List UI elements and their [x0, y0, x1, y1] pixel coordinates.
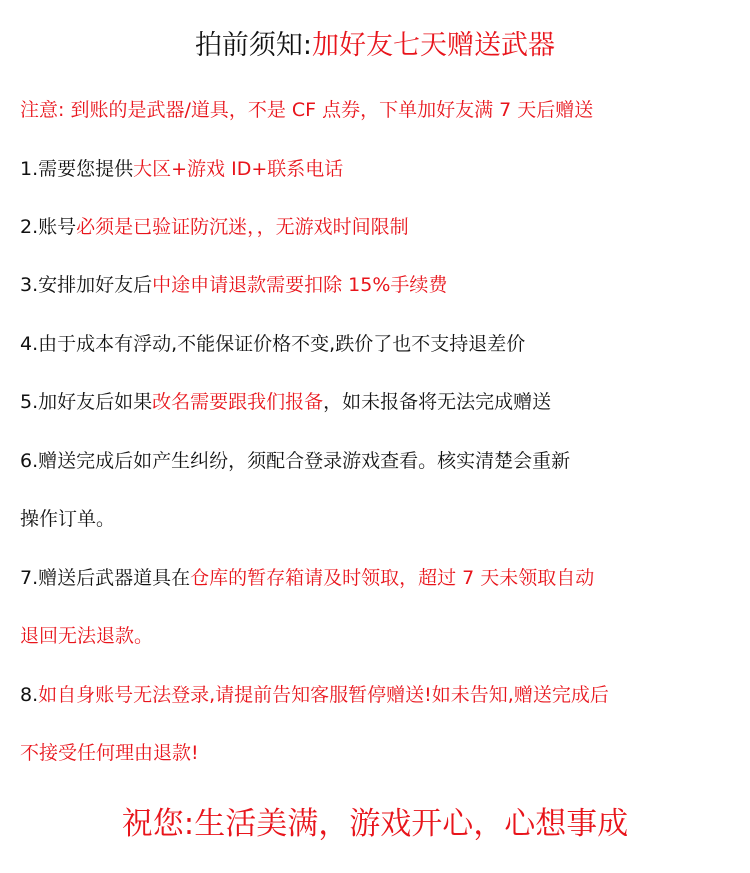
list-item-4 — [20, 330, 740, 358]
item-6-text-2: 操作订单。 — [20, 508, 116, 530]
item-2-text: 2.账号 — [20, 216, 77, 238]
item-1-highlight: 大区+游戏 ID+联系电话 — [133, 158, 344, 180]
list-item-1 — [20, 155, 740, 183]
list-item-3 — [20, 271, 740, 299]
item-7-text: 7.赠送后武器道具在 — [20, 567, 191, 589]
page-title — [0, 26, 750, 66]
item-3-highlight: 中途申请退款需要扣除 15%手续费 — [152, 274, 448, 296]
item-8-highlight: 如自身账号无法登录,请提前告知客服暂停赠送!如未告知,赠送完成后 — [38, 684, 609, 706]
note-text: 到账的是武器/道具，不是 CF 点券，下单加好友满 7 天后赠送 — [70, 99, 594, 121]
item-7-highlight-2: 退回无法退款。 — [20, 625, 154, 647]
list-item-8-continued — [20, 739, 740, 767]
list-item-8 — [20, 681, 740, 709]
item-4-text: 4.由于成本有浮动,不能保证价格不变,跌价了也不支持退差价 — [20, 333, 526, 355]
list-item-5 — [20, 388, 740, 416]
item-3-text: 3.安排加好友后 — [20, 274, 153, 296]
list-item-2 — [20, 213, 740, 241]
item-5-text: 5.加好友后如果 — [20, 391, 153, 413]
list-item-6 — [20, 447, 740, 475]
item-6-text: 6.赠送完成后如产生纠纷，须配合登录游戏查看。核实清楚会重新 — [20, 450, 571, 472]
item-8-text: 8. — [20, 684, 39, 706]
title-prefix: 拍前须知: — [194, 30, 313, 61]
footer-blessing: 祝您:生活美满，游戏开心，心想事成 — [121, 806, 629, 842]
item-7-highlight: 仓库的暂存箱请及时领取，超过 7 天未领取自动 — [190, 567, 595, 589]
list-item-7-continued — [20, 622, 740, 650]
note-label: 注意: — [20, 99, 71, 121]
item-1-text: 1.需要您提供 — [20, 158, 134, 180]
title-highlight: 加好友七天赠送武器 — [312, 30, 556, 61]
list-item-6-continued — [20, 505, 740, 533]
item-5-text-2: ，如未报备将无法完成赠送 — [323, 391, 552, 413]
note-line — [20, 96, 740, 124]
item-5-highlight: 改名需要跟我们报备 — [152, 391, 324, 413]
list-item-7 — [20, 564, 740, 592]
item-8-highlight-2: 不接受任何理由退款! — [20, 742, 199, 764]
item-2-highlight: 必须是已验证防沉迷，，无游戏时间限制 — [76, 216, 409, 238]
